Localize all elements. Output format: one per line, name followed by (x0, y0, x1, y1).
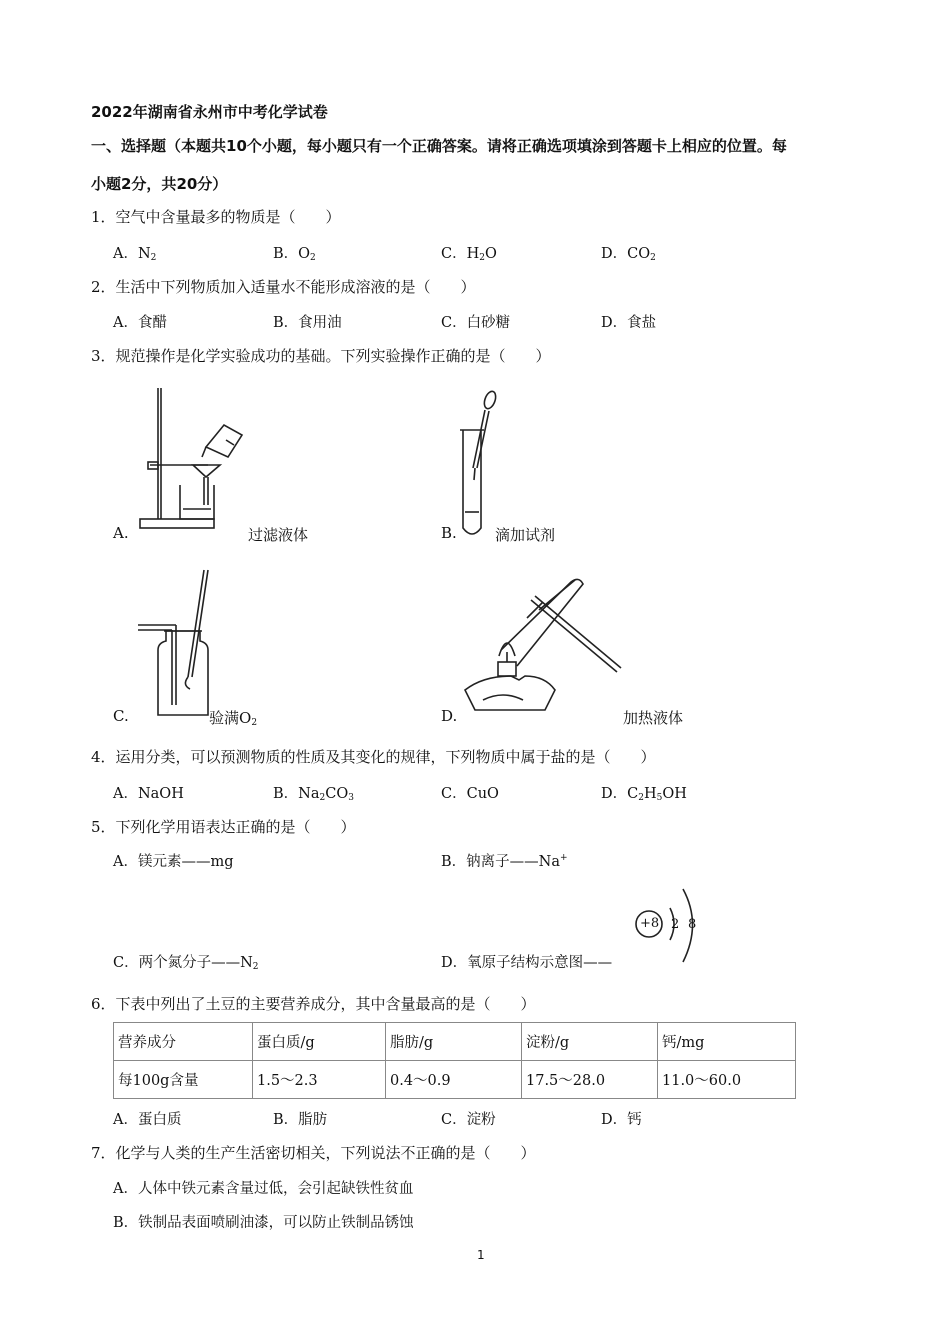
q2-option-d: D．食盐 (601, 315, 657, 331)
q4-option-d: D．$C_2H_5OH$ (601, 786, 687, 803)
q1-option-a: A．$N_2$ (113, 246, 157, 263)
q5-option-a: A．镁元素——mg (113, 854, 234, 870)
heating-test-tube-figure (463, 570, 623, 730)
q4-option-c: C．CuO (441, 786, 499, 802)
q1-option-c: C．$H_2O$ (441, 246, 497, 263)
q6-option-d: D．钙 (601, 1112, 642, 1128)
section-heading-line1: 一、选择题（本题共10个小题，每小题只有一个正确答案。请将正确选项填涂到答题卡上相应的位置。每 (91, 137, 787, 155)
q3-option-c-caption: 验满$O_2$ (209, 709, 258, 728)
filtration-apparatus-figure (138, 385, 248, 530)
q5-option-c: C．两个氮分子$——N_2$ (113, 955, 259, 972)
table-header-row (114, 1023, 796, 1061)
table-header-cell: 淀粉/g (522, 1023, 658, 1061)
section-heading-line2: 小题2分，共20分） (91, 175, 228, 193)
q7-option-b: B．铁制品表面喷刷油漆，可以防止铁制品锈蚀 (113, 1215, 414, 1231)
q2-option-b: B．食用油 (273, 315, 342, 331)
table-header-cell: 钙/mg (658, 1023, 796, 1061)
exam-title: 2022年湖南省永州市中考化学试卷 (91, 103, 328, 121)
table-cell: 每100g含量 (114, 1061, 253, 1099)
nutrition-table (113, 1022, 796, 1099)
gas-jar-oxygen-test-figure (136, 565, 216, 725)
question-1-stem: 1．空气中含量最多的物质是（ ） (91, 208, 341, 226)
question-3-stem: 3．规范操作是化学实验成功的基础。下列实验操作正确的是（ ） (91, 347, 551, 365)
q6-option-b: B．脂肪 (273, 1112, 328, 1128)
q6-option-a: A．蛋白质 (113, 1112, 182, 1128)
q3-option-b-caption: 滴加试剂 (495, 526, 556, 544)
q3-option-d-label: D. (441, 707, 458, 725)
q3-option-b-label: B. (441, 524, 457, 542)
table-cell: 11.0～60.0 (658, 1061, 796, 1099)
q4-option-a: A．NaOH (113, 786, 184, 802)
q6-option-c: C．淀粉 (441, 1112, 496, 1128)
table-row (114, 1061, 796, 1099)
dropper-test-tube-figure (455, 390, 505, 540)
question-4-stem: 4．运用分类，可以预测物质的性质及其变化的规律，下列物质中属于盐的是（ ） (91, 748, 656, 766)
table-header-cell: 营养成分 (114, 1023, 253, 1061)
question-5-stem: 5．下列化学用语表达正确的是（ ） (91, 818, 356, 836)
table-cell: 1.5～2.3 (253, 1061, 386, 1099)
q1-option-d: D．$CO_2$ (601, 246, 656, 263)
atom-shell1-electrons: 2 (671, 917, 680, 932)
question-2-stem: 2．生活中下列物质加入适量水不能形成溶液的是（ ） (91, 278, 476, 296)
atom-shell2-electrons: 8 (688, 917, 697, 932)
q2-option-c: C．白砂糖 (441, 315, 511, 331)
page-number: 1 (477, 1248, 485, 1262)
q3-option-a-caption: 过滤液体 (248, 526, 309, 544)
atom-nucleus-charge: +8 (640, 916, 660, 931)
q3-option-d-caption: 加热液体 (623, 709, 684, 727)
q2-option-a: A．食醋 (113, 315, 167, 331)
q4-option-b: B．$Na_2CO_3$ (273, 786, 354, 803)
q1-option-b: B．$O_2$ (273, 246, 316, 263)
table-cell: 0.4～0.9 (386, 1061, 522, 1099)
table-header-cell: 脂肪/g (386, 1023, 522, 1061)
question-6-stem: 6．下表中列出了土豆的主要营养成分，其中含量最高的是（ ） (91, 995, 536, 1013)
q3-option-a-label: A. (113, 524, 129, 542)
q3-option-c-label: C. (113, 707, 129, 725)
table-cell: 17.5～28.0 (522, 1061, 658, 1099)
q5-option-b: B．钠离子——Na+ (441, 853, 568, 870)
question-7-stem: 7．化学与人类的生产生活密切相关，下列说法不正确的是（ ） (91, 1144, 536, 1162)
table-header-cell: 蛋白质/g (253, 1023, 386, 1061)
q7-option-a: A．人体中铁元素含量过低，会引起缺铁性贫血 (113, 1181, 414, 1197)
q5-option-d: D．氧原子结构示意图—— (441, 955, 613, 971)
